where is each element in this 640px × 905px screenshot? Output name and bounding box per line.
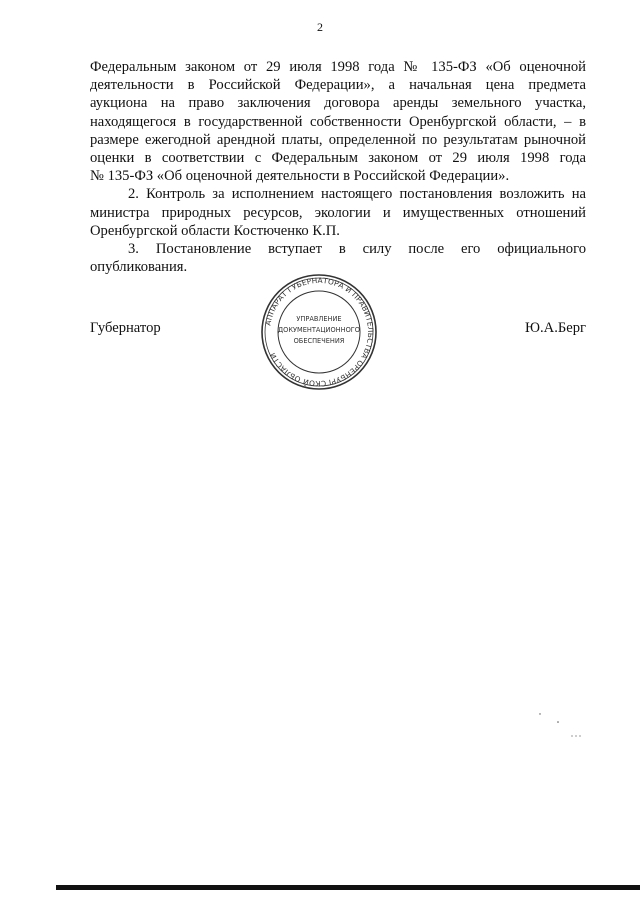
text-line: находящегося в государственной собственности Оренбургской области, – в [90,113,586,130]
page-number: 2 [317,20,323,34]
seal-center-line: ОБЕСПЕЧЕНИЯ [293,337,345,345]
text-line: министра природных ресурсов, экологии и имущественных отношений [90,204,586,221]
text-line: Оренбургской области Костюченко К.П. [90,222,340,239]
text-line: размере ежегодной арендной платы, определенной по результатам рыночной [90,131,586,148]
official-seal [254,272,384,392]
seal-ring-text: АППАРАТ ГУБЕРНАТОРА И ПРАВИТЕЛЬСТВА ОРЕНБУРГСКОЙ ОБЛАСТИ [263,275,376,389]
text-line: 3. Постановление вступает в силу после его официального [128,241,586,258]
text-line: деятельности в Российской Федерации», а начальная цена предмета [90,77,586,94]
text-line: оценки в соответствии с Федеральным законом от 29 июля 1998 года [90,150,586,167]
document-body [90,58,586,276]
seal-center-line: УПРАВЛЕНИЕ [296,315,342,323]
bottom-border [56,885,640,890]
signatory-name: Ю.А.Берг [525,320,586,336]
signatory-position: Губернатор [90,320,161,336]
text-line: № 135-ФЗ «Об оценочной деятельности в Российской Федерации». [90,168,510,185]
text-line: 2. Контроль за исполнением настоящего постановления возложить на [128,186,586,203]
text-line: опубликования. [90,259,188,276]
text-line: Федеральным законом от 29 июля 1998 года № 135-ФЗ «Об оценочной [90,59,586,75]
paragraph-1 [90,58,586,185]
seal-center-line: ДОКУМЕНТАЦИОННОГО [278,326,360,334]
scan-specks [530,706,590,746]
text-line: аукциона на право заключения договора аренды земельного участка, [90,95,586,112]
paragraph-2 [90,185,586,240]
paragraph-3 [90,240,586,276]
